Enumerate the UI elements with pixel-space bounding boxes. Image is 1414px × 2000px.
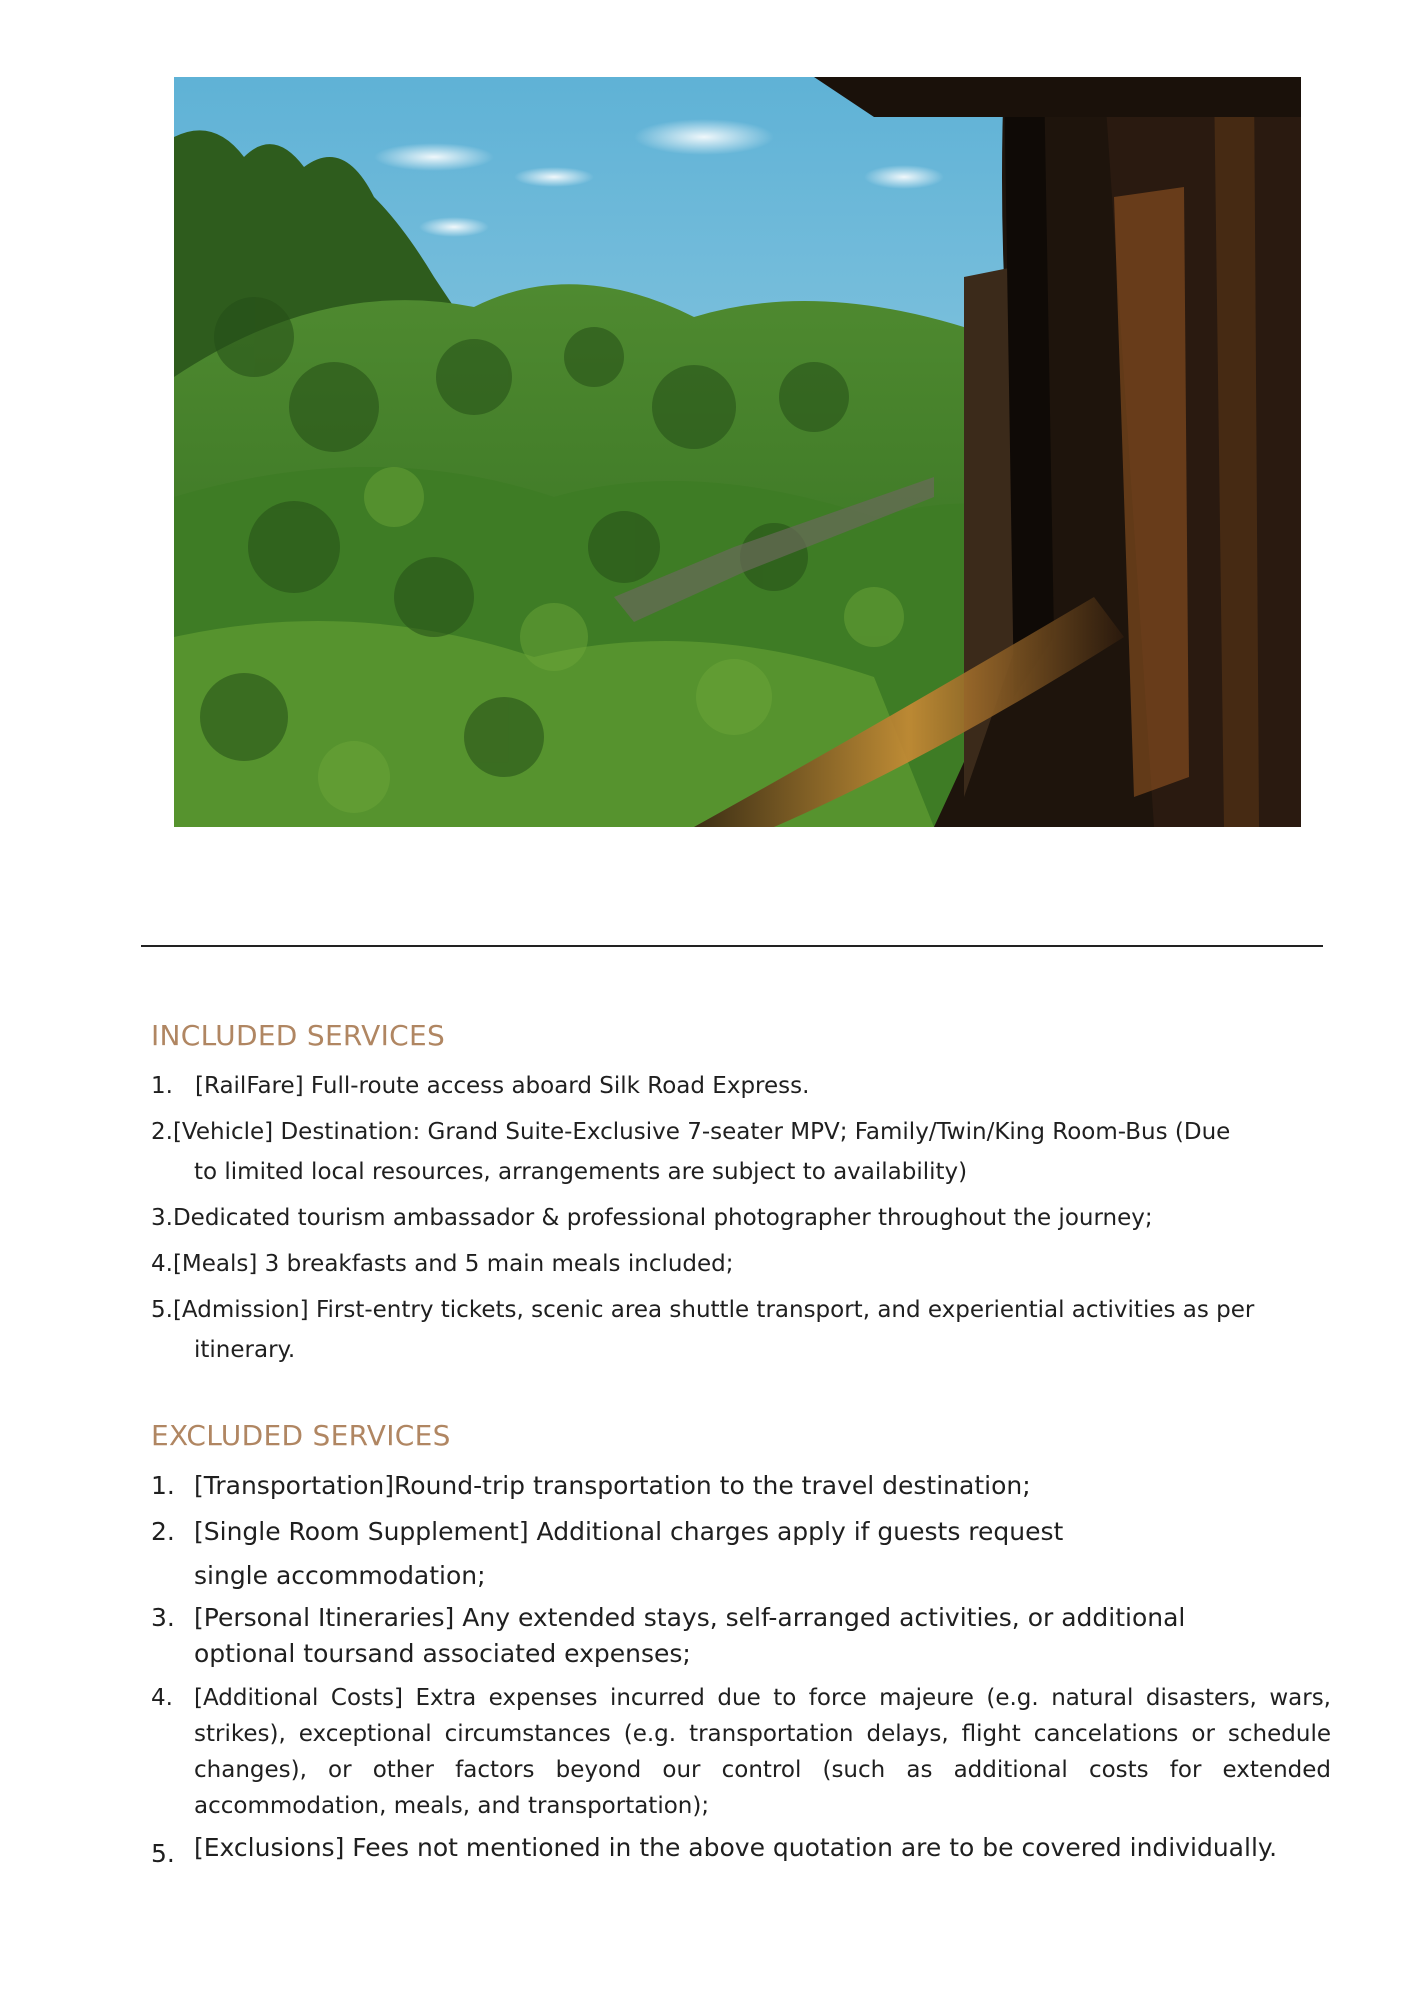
section-divider: [141, 945, 1323, 947]
item-text: [Single Room Supplement] Additional charges apply if guests request single accommodation;: [194, 1517, 1064, 1590]
item-number: 4.: [151, 1685, 173, 1711]
item-number: 5.: [151, 1297, 173, 1323]
excluded-heading: EXCLUDED SERVICES: [151, 1419, 451, 1452]
list-item: [151, 1244, 1331, 1284]
item-text: [Exclusions] Fees not mentioned in the above quotation are to be covered individually.: [194, 1833, 1278, 1862]
excluded-services: [151, 1416, 1331, 1870]
list-item: [151, 1680, 1331, 1824]
item-number: 3.: [151, 1603, 175, 1632]
train-window-landscape-photo: [174, 77, 1301, 827]
item-text: [RailFare] Full-route access aboard Silk Road Express.: [195, 1073, 810, 1099]
list-item: [151, 1290, 1331, 1370]
list-item: [151, 1826, 1331, 1870]
item-number: 2.: [151, 1119, 173, 1145]
item-number: 3.: [151, 1205, 173, 1231]
list-item: [151, 1112, 1331, 1192]
list-item: [151, 1198, 1331, 1238]
included-heading: INCLUDED SERVICES: [151, 1019, 446, 1052]
list-item: [151, 1510, 1331, 1598]
item-number: 5.: [151, 1839, 175, 1868]
list-item: [151, 1600, 1331, 1672]
list-item: [151, 1464, 1331, 1508]
item-text: Dedicated tourism ambassador & professional photographer throughout the journey;: [172, 1205, 1153, 1231]
excluded-list: [151, 1464, 1331, 1870]
included-services: [151, 1016, 1331, 1370]
item-text: [Transportation]Round-trip transportation to the travel destination;: [194, 1471, 1031, 1500]
item-number: 1.: [151, 1471, 175, 1500]
item-number: 2.: [151, 1517, 175, 1546]
item-text: [Vehicle] Destination: Grand Suite-Exclusive 7-seater MPV; Family/Twin/King Room-Bus (Due: [172, 1119, 1231, 1145]
item-text-continued: itinerary.: [194, 1337, 296, 1363]
item-text: [Meals] 3 breakfasts and 5 main meals included;: [172, 1251, 734, 1277]
included-list: [151, 1066, 1331, 1370]
item-number: 1.: [151, 1073, 173, 1099]
item-text: [Personal Itineraries] Any extended stays, self-arranged activities, or additional optional toursand associated expenses;: [194, 1603, 1186, 1668]
train-window-photo: [174, 77, 1301, 827]
item-text: [Additional Costs] Extra expenses incurred due to force majeure (e.g. natural disasters, wars, strikes), exceptional circumstances (e.g. transportation delays, flight cancelations or schedule changes), or other factors beyond our control (such as additional costs for extended accommodation, meals, and transportation);: [194, 1685, 1331, 1819]
item-text-continued: to limited local resources, arrangements are subject to availability): [194, 1159, 968, 1185]
list-item: [151, 1066, 1331, 1106]
item-number: 4.: [151, 1251, 173, 1277]
item-text: [Admission] First-entry tickets, scenic area shuttle transport, and experiential activities as per: [172, 1297, 1255, 1323]
